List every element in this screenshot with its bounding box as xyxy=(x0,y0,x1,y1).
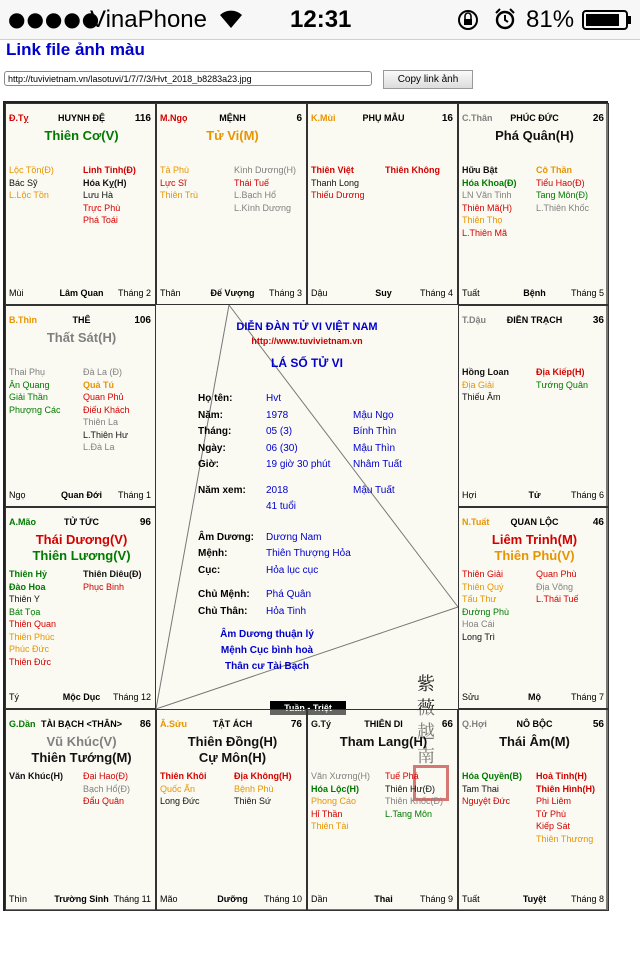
palace-footer-stage: Thai xyxy=(374,894,393,904)
minor-star: L.Lộc Tồn xyxy=(9,190,49,200)
carrier-name: VinaPhone xyxy=(90,6,207,33)
minor-star: Thiên Thọ xyxy=(462,215,503,225)
minor-star: Hoa Cái xyxy=(462,619,495,629)
main-star: Thái Âm(M) xyxy=(499,734,570,749)
palace-number: 6 xyxy=(296,113,302,124)
status-bar xyxy=(0,0,640,40)
info-value: 1978 xyxy=(266,409,289,421)
minor-star: L.Thiên Mã xyxy=(462,227,508,238)
palace-name: THIÊN DI xyxy=(364,719,403,729)
palace-footer-month: Tháng 11 xyxy=(113,894,151,904)
minor-star: Thiên Đức xyxy=(9,656,52,667)
star-column-right xyxy=(83,568,142,593)
main-star: Tham Lang(H) xyxy=(339,734,428,749)
minor-star: Hồng Loan xyxy=(462,367,509,377)
main-star: Tử Vi(M) xyxy=(206,128,259,143)
star-column-right xyxy=(536,164,589,214)
seal-character: 南 xyxy=(417,746,435,767)
info-value: 06 (30) xyxy=(266,442,298,454)
palace-footer-month: Tháng 3 xyxy=(268,288,302,298)
minor-star: Bệnh Phù xyxy=(234,783,274,794)
palace-stem-branch: K.Mùi xyxy=(311,113,336,123)
palace-cell xyxy=(307,709,458,911)
minor-star: Thanh Long xyxy=(311,177,360,188)
minor-star: Cô Thần xyxy=(536,165,572,175)
palace-cell xyxy=(307,103,458,305)
info-label: Chủ Mệnh: xyxy=(198,589,250,600)
star-column-left xyxy=(311,770,370,833)
minor-star: Thiên Trù xyxy=(160,190,199,200)
seal-character: 紫 xyxy=(417,674,435,695)
star-column-right xyxy=(83,164,136,227)
minor-star: Tử Phù xyxy=(536,808,567,819)
minor-star: Hữu Bật xyxy=(462,165,498,175)
minor-star: Hoả Tinh(H) xyxy=(536,771,587,781)
palace-stem-branch: Đ.Tỵ xyxy=(9,113,29,123)
palace-footer-stage: Lâm Quan xyxy=(59,288,104,298)
palace-footer-branch: Dần xyxy=(311,894,328,904)
palace-number: 76 xyxy=(290,719,302,730)
minor-star: Phúc Đức xyxy=(9,644,50,654)
palace-cell xyxy=(458,103,609,305)
info-value: Hvt xyxy=(266,393,281,404)
palace-stem-branch: N.Tuất xyxy=(462,517,490,527)
minor-star: Hóa Lộc(H) xyxy=(311,783,359,794)
info-label: Cục: xyxy=(198,564,221,576)
minor-star: L.Bạch Hổ xyxy=(234,190,277,200)
palace-footer-month: Tháng 7 xyxy=(570,692,604,702)
info-value: 05 (3) xyxy=(266,426,293,437)
star-column-right xyxy=(234,770,292,808)
minor-star: Thiên La xyxy=(83,417,119,427)
info-label: Năm: xyxy=(198,409,224,421)
palace-name: THÊ xyxy=(72,315,91,325)
minor-star: Hỉ Thần xyxy=(311,808,343,819)
palace-footer-branch: Mão xyxy=(160,894,178,904)
palace-footer-branch: Tý xyxy=(9,692,19,702)
minor-star: Tiểu Hao(Đ) xyxy=(536,177,585,188)
wifi-icon xyxy=(217,6,245,30)
minor-star: Giải Thần xyxy=(9,392,48,402)
main-star: Thiên Đồng(H) xyxy=(187,734,278,749)
minor-star: Đường Phù xyxy=(462,606,509,617)
minor-star: Thiên Hư(Đ) xyxy=(385,783,436,794)
palace-stem-branch: Q.Hợi xyxy=(462,719,487,729)
palace-name: TỬ TỨC xyxy=(64,517,99,527)
palace-number: 16 xyxy=(441,113,453,124)
minor-star: Quốc Ấn xyxy=(160,783,196,794)
info-can-chi: Mậu Thìn xyxy=(353,442,396,454)
info-can-chi: Nhâm Tuất xyxy=(353,459,402,470)
main-star: Phá Quân(H) xyxy=(495,128,574,143)
palace-name: HUYNH ĐỆ xyxy=(57,113,105,123)
minor-star: Long Đức xyxy=(160,796,200,806)
battery-percent: 81% xyxy=(526,6,575,33)
seal-character: 薇 xyxy=(417,698,435,719)
info-label: Ngày: xyxy=(198,442,226,454)
palace-cell xyxy=(458,507,609,709)
star-column-left xyxy=(160,770,207,808)
palace-footer-stage: Suy xyxy=(375,288,392,298)
palace-name: TẬT ÁCH xyxy=(212,719,253,729)
minor-star: Thai Phụ xyxy=(9,367,46,377)
minor-star: Thiên Thương xyxy=(536,833,594,844)
minor-star: Phi Liêm xyxy=(536,796,572,806)
minor-star: L.Thiên Khốc xyxy=(536,202,590,213)
palace-name: QUAN LỘC xyxy=(510,517,559,527)
main-star: Thái Dương(V) xyxy=(35,532,128,547)
minor-star: Thiên Giải xyxy=(462,569,504,579)
palace-name: PHỤ MẪU xyxy=(362,113,405,123)
minor-star: Nguyệt Đức xyxy=(462,796,511,806)
star-column-right xyxy=(536,366,588,391)
minor-star: Thiên Diêu(Đ) xyxy=(83,569,142,579)
palace-stem-branch: C.Thân xyxy=(462,113,493,123)
forum-url: http://www.tuvivietnam.vn xyxy=(251,336,363,346)
info-value: Dương Nam xyxy=(266,531,322,543)
main-star: Thất Sát(H) xyxy=(46,330,117,345)
palace-number: 66 xyxy=(441,719,453,730)
minor-star: L.Đà La xyxy=(83,442,115,452)
palace-footer-month: Tháng 5 xyxy=(570,288,604,298)
main-star: Thiên Tướng(M) xyxy=(31,750,132,765)
minor-star: Thiên Y xyxy=(9,594,40,604)
palace-number: 106 xyxy=(134,315,151,326)
minor-star: Kiếp Sát xyxy=(536,821,571,831)
palace-footer-branch: Sửu xyxy=(462,692,480,702)
palace-footer-branch: Tuất xyxy=(462,894,480,904)
info-can-chi: Bính Thìn xyxy=(353,426,397,437)
palace-footer-month: Tháng 6 xyxy=(570,490,604,500)
minor-star: Thiên Quan xyxy=(9,619,57,629)
info-label: Giờ: xyxy=(198,459,219,470)
minor-star: Tam Thai xyxy=(462,783,499,794)
minor-star: Địa Võng xyxy=(536,581,574,592)
minor-star: Bát Tọa xyxy=(9,606,41,617)
palace-footer-stage: Mộc Dục xyxy=(62,692,101,702)
info-label: Tháng: xyxy=(198,426,232,437)
signal-dots-icon: ●●●●● xyxy=(8,7,101,31)
star-column-left xyxy=(462,366,509,404)
minor-star: Đại Hao(Đ) xyxy=(83,771,129,781)
palace-cell xyxy=(458,709,609,911)
minor-star: Hóa Khoa(Đ) xyxy=(462,177,517,188)
minor-star: Điếu Khách xyxy=(83,404,130,415)
info-value: Hỏa lục cục xyxy=(266,564,319,576)
palace-name: MỆNH xyxy=(219,113,246,123)
minor-star: Phượng Các xyxy=(9,404,61,415)
minor-star: Bạch Hổ(Đ) xyxy=(83,783,131,794)
horoscope-chart xyxy=(3,101,608,911)
minor-star: Quả Tú xyxy=(83,379,114,390)
minor-star: Thái Tuế xyxy=(234,177,270,188)
info-value: Phá Quân xyxy=(266,589,312,600)
minor-star: Phong Cáo xyxy=(311,796,357,806)
palace-stem-branch: G.Dần xyxy=(9,719,36,729)
palace-number: 116 xyxy=(134,113,151,124)
palace-name: TÀI BẠCH <THÂN> xyxy=(40,719,122,729)
palace-name: PHÚC ĐỨC xyxy=(510,113,559,123)
info-can-chi: Mậu Tuất xyxy=(353,484,395,496)
palace-stem-branch: T.Dậu xyxy=(462,315,487,325)
palace-stem-branch: A.Mão xyxy=(9,517,36,527)
palace-footer-branch: Mùi xyxy=(9,288,24,298)
palace-footer-stage: Tuyệt xyxy=(522,894,547,904)
battery-icon xyxy=(582,10,632,30)
minor-star: Tuế Phá xyxy=(385,771,419,781)
palace-cell xyxy=(5,507,156,709)
star-column-left xyxy=(462,770,522,808)
minor-star: Thiên Hỷ xyxy=(9,569,48,579)
minor-star: Thiên Mã(H) xyxy=(462,202,513,213)
palace-footer-stage: Tử xyxy=(528,490,541,500)
minor-star: Thiên Khôi xyxy=(160,771,207,781)
palace-cell xyxy=(5,103,156,305)
star-column-left xyxy=(9,366,60,416)
star-column-right xyxy=(385,770,443,820)
star-column-left xyxy=(462,164,517,239)
minor-star: Lưu Hà xyxy=(83,190,114,200)
alarm-icon xyxy=(493,7,517,31)
chart-note: Âm Dương thuận lý xyxy=(220,629,314,640)
chart-subtitle: LÁ SỐ TỬ VI xyxy=(271,356,343,370)
info-value: 41 tuổi xyxy=(266,501,297,512)
minor-star: Thiên Phúc xyxy=(9,631,55,642)
main-star: Liêm Trinh(M) xyxy=(491,532,578,547)
tuan-triet-label: Tuần - Triệt xyxy=(270,701,346,715)
star-column-left xyxy=(9,568,56,668)
minor-star: Địa Kiếp(H) xyxy=(536,367,585,377)
minor-star: Đà La (Đ) xyxy=(83,367,123,377)
star-column-right xyxy=(536,770,595,845)
palace-footer-stage: Trường Sinh xyxy=(54,894,109,904)
minor-star: Hóa Kỵ(H) xyxy=(83,177,127,188)
palace-footer-branch: Thìn xyxy=(9,894,28,904)
minor-star: Thiên Việt xyxy=(311,165,354,175)
palace-footer-month: Tháng 2 xyxy=(117,288,151,298)
star-column-right xyxy=(385,164,440,177)
info-label: Năm xem: xyxy=(198,484,246,496)
palace-footer-month: Tháng 12 xyxy=(112,692,151,702)
star-column-left xyxy=(462,568,509,643)
palace-cell xyxy=(458,305,609,507)
minor-star: L.Kình Dương xyxy=(234,202,291,213)
main-star: Vũ Khúc(V) xyxy=(46,734,117,749)
palace-stem-branch: B.Thìn xyxy=(9,315,37,325)
info-label: Mệnh: xyxy=(198,548,228,559)
minor-star: LN Văn Tinh xyxy=(462,190,512,200)
star-column-left xyxy=(311,164,364,202)
chart-note: Thân cư Tài Bạch xyxy=(225,661,309,672)
info-label: Chủ Thân: xyxy=(198,605,248,617)
minor-star: Địa Không(H) xyxy=(234,771,292,781)
minor-star: Tướng Quân xyxy=(536,379,588,390)
palace-name: NÔ BỘC xyxy=(516,719,553,729)
minor-star: Thiếu Dương xyxy=(311,190,365,200)
palace-number: 96 xyxy=(139,517,151,528)
info-can-chi: Mậu Ngọ xyxy=(353,409,394,421)
minor-star: Đào Hoa xyxy=(9,581,46,592)
minor-star: Kình Dương(H) xyxy=(234,165,296,175)
palace-footer-stage: Dưỡng xyxy=(217,894,248,904)
palace-number: 56 xyxy=(592,719,604,730)
minor-star: Quan Phù xyxy=(536,569,577,579)
minor-star: Trực Phù xyxy=(83,202,121,213)
seal-character: 越 xyxy=(417,722,435,743)
palace-footer-branch: Hợi xyxy=(462,490,477,500)
copy-link-button[interactable]: Copy link ảnh xyxy=(383,70,473,89)
minor-star: Lộc Tồn(Đ) xyxy=(9,165,54,175)
palace-cell xyxy=(156,709,307,911)
star-column-right xyxy=(536,568,579,606)
minor-star: L.Thái Tuế xyxy=(536,594,579,604)
rotation-lock-icon xyxy=(456,8,480,32)
image-url-input[interactable] xyxy=(4,71,372,86)
main-star: Thiên Phủ(V) xyxy=(494,548,575,563)
minor-star: L.Thiên Hư xyxy=(83,429,129,440)
minor-star: Thiên Sứ xyxy=(234,796,272,806)
palace-footer-month: Tháng 4 xyxy=(419,288,453,298)
info-value: 19 giờ 30 phút xyxy=(266,459,331,470)
forum-title: DIỄN ĐÀN TỬ VI VIỆT NAM xyxy=(236,321,378,333)
star-column-left xyxy=(9,164,54,202)
palace-stem-branch: G.Tý xyxy=(311,719,332,729)
palace-number: 26 xyxy=(592,113,604,124)
minor-star: Thiên Quý xyxy=(462,581,504,592)
palace-number: 36 xyxy=(592,315,604,326)
palace-name: ĐIỀN TRẠCH xyxy=(506,315,563,325)
main-star: Cự Môn(H) xyxy=(198,750,267,765)
minor-star: Thiên Không xyxy=(385,165,440,175)
palace-footer-branch: Ngọ xyxy=(9,490,26,500)
info-label: Âm Dương: xyxy=(198,531,255,543)
palace-cell xyxy=(156,103,307,305)
minor-star: Thiên Tài xyxy=(311,821,349,831)
star-column-right xyxy=(234,164,296,214)
palace-stem-branch: M.Ngọ xyxy=(160,113,188,123)
minor-star: Linh Tinh(Đ) xyxy=(83,165,136,175)
star-column-left xyxy=(160,164,198,202)
palace-footer-branch: Tuất xyxy=(462,288,480,298)
minor-star: Địa Giải xyxy=(462,379,495,390)
minor-star: Đẩu Quân xyxy=(83,796,125,806)
palace-footer-stage: Đế Vượng xyxy=(210,288,255,298)
minor-star: Hóa Quyền(B) xyxy=(462,771,523,781)
star-column-right xyxy=(83,770,130,808)
info-value: Hỏa Tinh xyxy=(266,605,307,617)
palace-footer-branch: Dậu xyxy=(311,288,328,298)
minor-star: Phá Toái xyxy=(83,215,118,225)
chart-note: Mệnh Cục bình hoà xyxy=(220,645,314,656)
palace-footer-stage: Bệnh xyxy=(523,288,546,298)
palace-number: 86 xyxy=(139,719,151,730)
minor-star: Văn Xương(H) xyxy=(311,771,370,781)
chart-notes xyxy=(116,627,418,675)
palace-cell xyxy=(5,709,156,911)
palace-cell xyxy=(5,305,156,507)
palace-footer-month: Tháng 9 xyxy=(419,894,453,904)
minor-star: Phục Binh xyxy=(83,581,125,592)
minor-star: L.Tang Môn xyxy=(385,808,433,819)
minor-star: Thiên Khốc(Đ) xyxy=(385,796,444,806)
palace-footer-month: Tháng 8 xyxy=(570,894,604,904)
palace-stem-branch: Â.Sửu xyxy=(160,719,188,729)
info-value: 2018 xyxy=(266,484,289,496)
clock-time: 12:31 xyxy=(290,6,352,33)
palace-footer-stage: Mộ xyxy=(528,692,541,702)
palace-footer-month: Tháng 1 xyxy=(117,490,151,500)
main-star: Thiên Lương(V) xyxy=(32,548,131,563)
minor-star: Ân Quang xyxy=(9,379,50,390)
minor-star: Long Trì xyxy=(462,631,496,642)
palace-number: 46 xyxy=(592,517,604,528)
minor-star: Văn Khúc(H) xyxy=(9,771,63,781)
info-value: Thiên Thượng Hỏa xyxy=(266,548,351,559)
minor-star: Tả Phù xyxy=(160,165,190,175)
minor-star: Tấu Thư xyxy=(462,594,497,604)
star-column-left xyxy=(9,770,63,783)
info-label: Họ tên: xyxy=(198,393,233,404)
palace-footer-month: Tháng 10 xyxy=(263,894,302,904)
minor-star: Lực Sĩ xyxy=(160,177,187,188)
minor-star: Thiếu Âm xyxy=(462,392,501,402)
page-title: Link file ảnh màu xyxy=(6,40,145,59)
palace-footer-stage: Quan Đới xyxy=(61,490,102,500)
minor-star: Bác Sỹ xyxy=(9,177,38,188)
star-column-right xyxy=(83,366,130,454)
minor-star: Quan Phủ xyxy=(83,392,124,402)
main-star: Thiên Cơ(V) xyxy=(44,128,119,143)
minor-star: Tang Môn(Đ) xyxy=(536,190,589,200)
minor-star: Thiên Hình(H) xyxy=(536,783,595,794)
palace-footer-branch: Thân xyxy=(160,288,181,298)
